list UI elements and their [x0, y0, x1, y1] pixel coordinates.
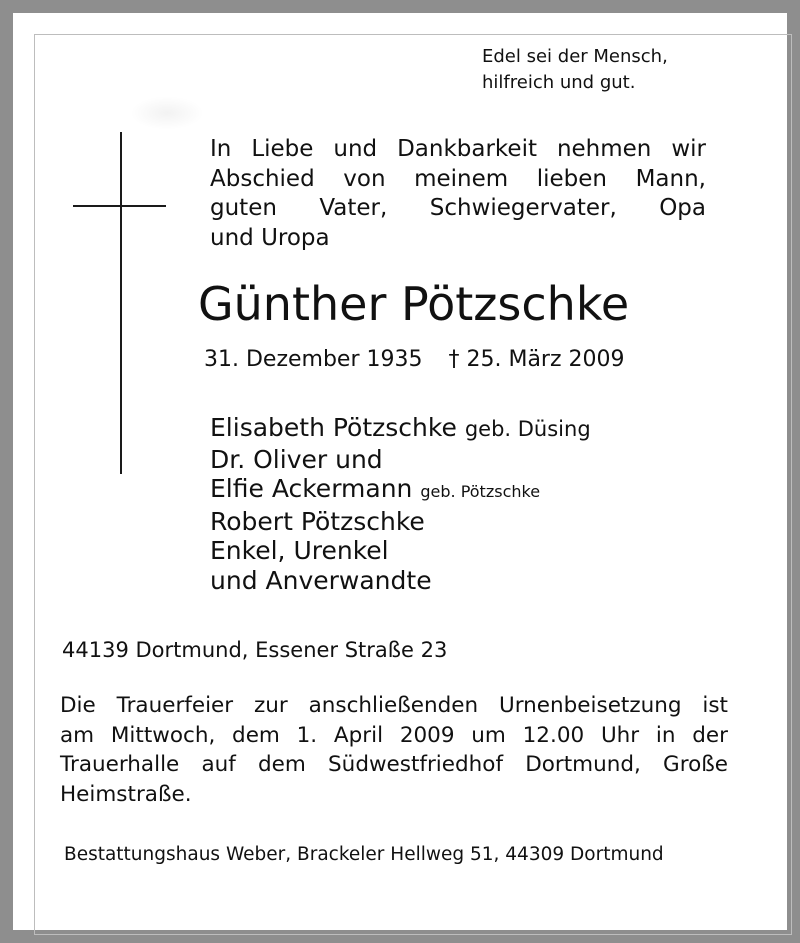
death-date: † 25. März 2009: [448, 347, 625, 372]
motto-line-1: Edel sei der Mensch,: [482, 46, 668, 67]
mourner-row: und Anverwandte: [210, 565, 432, 595]
ceremony-line: am Mittwoch, dem 1. April 2009 um 12.00 Uhr in der: [60, 722, 728, 748]
birth-date: 31. Dezember 1935: [204, 347, 423, 372]
intro-line: Abschied von meinem lieben Mann,: [210, 165, 706, 192]
cross-horizontal-bar: [73, 205, 166, 207]
mourner-name: Elfie Ackermann: [210, 474, 413, 504]
ceremony-line: Die Trauerfeier zur anschließenden Urnenbeisetzung ist: [60, 693, 728, 718]
intro-text: [210, 135, 706, 253]
motto-quote: [482, 44, 668, 96]
ceremony-text: [60, 691, 728, 809]
intro-line: guten Vater, Schwiegervater, Opa: [210, 195, 706, 221]
print-smudge: [130, 96, 204, 130]
mourner-row: [210, 413, 591, 445]
cross-vertical-bar: [120, 132, 122, 474]
mourners-list: [210, 413, 591, 596]
ceremony-line: Trauerhalle auf dem Südwestfriedhof Dortmund, Große: [60, 752, 728, 777]
mourner-note: geb. Düsing: [464, 417, 591, 441]
motto-line-2: hilfreich und gut.: [482, 72, 636, 93]
intro-line: und Uropa: [210, 224, 330, 251]
family-address: 44139 Dortmund, Essener Straße 23: [62, 638, 448, 662]
mourner-note: geb. Pötzschke: [420, 482, 541, 502]
mourner-row: Enkel, Urenkel: [210, 536, 389, 566]
mourner-row: Robert Pötzschke: [210, 506, 425, 536]
mourner-row: Dr. Oliver und: [210, 444, 383, 474]
funeral-home: Bestattungshaus Weber, Brackeler Hellweg 51, 44309 Dortmund: [64, 844, 664, 865]
mourner-row: [210, 474, 591, 507]
mourner-name: Elisabeth Pötzschke: [210, 413, 457, 442]
life-dates: [204, 345, 625, 375]
deceased-name: Günther Pötzschke: [198, 277, 630, 331]
ceremony-line: Heimstraße.: [60, 781, 192, 807]
intro-line: In Liebe und Dankbarkeit nehmen wir: [210, 136, 706, 162]
